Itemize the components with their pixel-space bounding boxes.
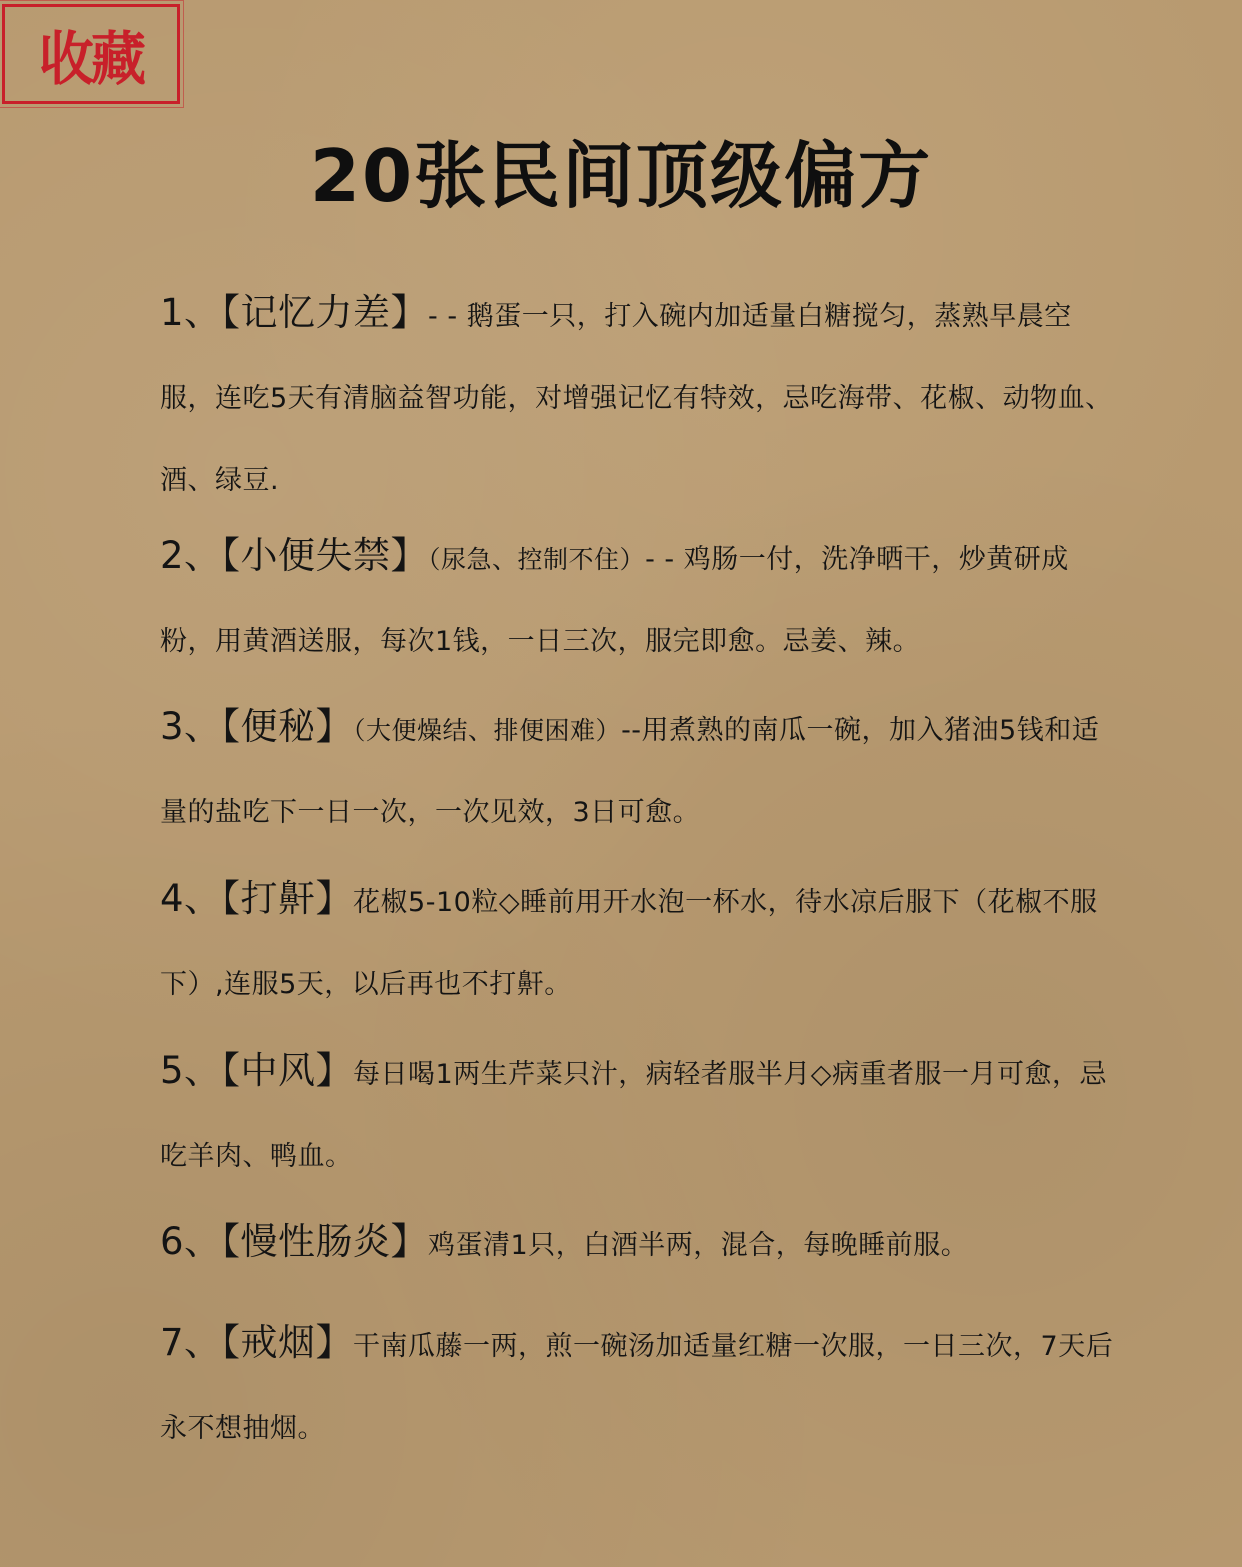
favorite-stamp [2,4,180,104]
remedy-text: - - 鸡肠一付，洗净晒干，炒黄研成粉，用黄酒送服，每次1钱，一日三次，服完即愈。忌姜、辣。 [160,544,1069,657]
stamp-text: 收藏 [38,25,144,93]
remedy-keyword: 【便秘】 [221,705,354,748]
remedy-keyword: 【打鼾】 [221,877,354,920]
remedy-entry [160,515,1120,683]
remedy-keyword: 【戒烟】 [221,1321,354,1364]
remedy-entry [160,1302,1120,1470]
remedy-note: （尿急、控制不住） [428,545,646,574]
remedy-entry [160,1030,1120,1198]
remedy-entry [160,858,1120,1026]
remedy-keyword: 【小便失禁】 [221,534,429,577]
remedy-note: （大便燥结、排便困难） [353,716,622,745]
remedy-keyword: 【慢性肠炎】 [221,1220,429,1263]
remedy-keyword: 【记忆力差】 [221,291,429,334]
remedy-text: 每日喝1两生芹菜只汁，病轻者服半月◇病重者服一月可愈，忌吃羊肉、鸭血。 [160,1059,1107,1172]
remedy-number: 6、 [160,1220,222,1263]
remedy-text: - - 鹅蛋一只，打入碗内加适量白糖搅匀，蒸熟早晨空服，连吃5天有清脑益智功能，对增强记忆有特效，忌吃海带、花椒、动物血、酒、绿豆. [160,301,1113,496]
remedy-entry [160,1201,1120,1287]
remedy-number: 1、 [160,291,222,334]
remedy-text: 干南瓜藤一两，煎一碗汤加适量红糖一次服，一日三次，7天后永不想抽烟。 [160,1331,1114,1444]
remedy-number: 7、 [160,1321,222,1364]
remedy-number: 3、 [160,705,222,748]
remedy-number: 5、 [160,1049,222,1092]
remedy-text: 鸡蛋清1只，白酒半两，混合，每晚睡前服。 [428,1230,969,1261]
page-title: 20张民间顶级偏方 [309,134,933,218]
remedy-entry [160,686,1120,854]
remedy-keyword: 【中风】 [221,1049,354,1092]
remedy-text: 花椒5-10粒◇睡前用开水泡一杯水，待水凉后服下（花椒不服下）,连服5天，以后再也不打鼾。 [160,887,1098,1000]
remedy-text: --用煮熟的南瓜一碗，加入猪油5钱和适量的盐吃下一日一次，一次见效，3日可愈。 [160,715,1100,828]
remedy-number: 2、 [160,534,222,577]
remedy-entry [160,272,1120,522]
remedy-number: 4、 [160,877,222,920]
